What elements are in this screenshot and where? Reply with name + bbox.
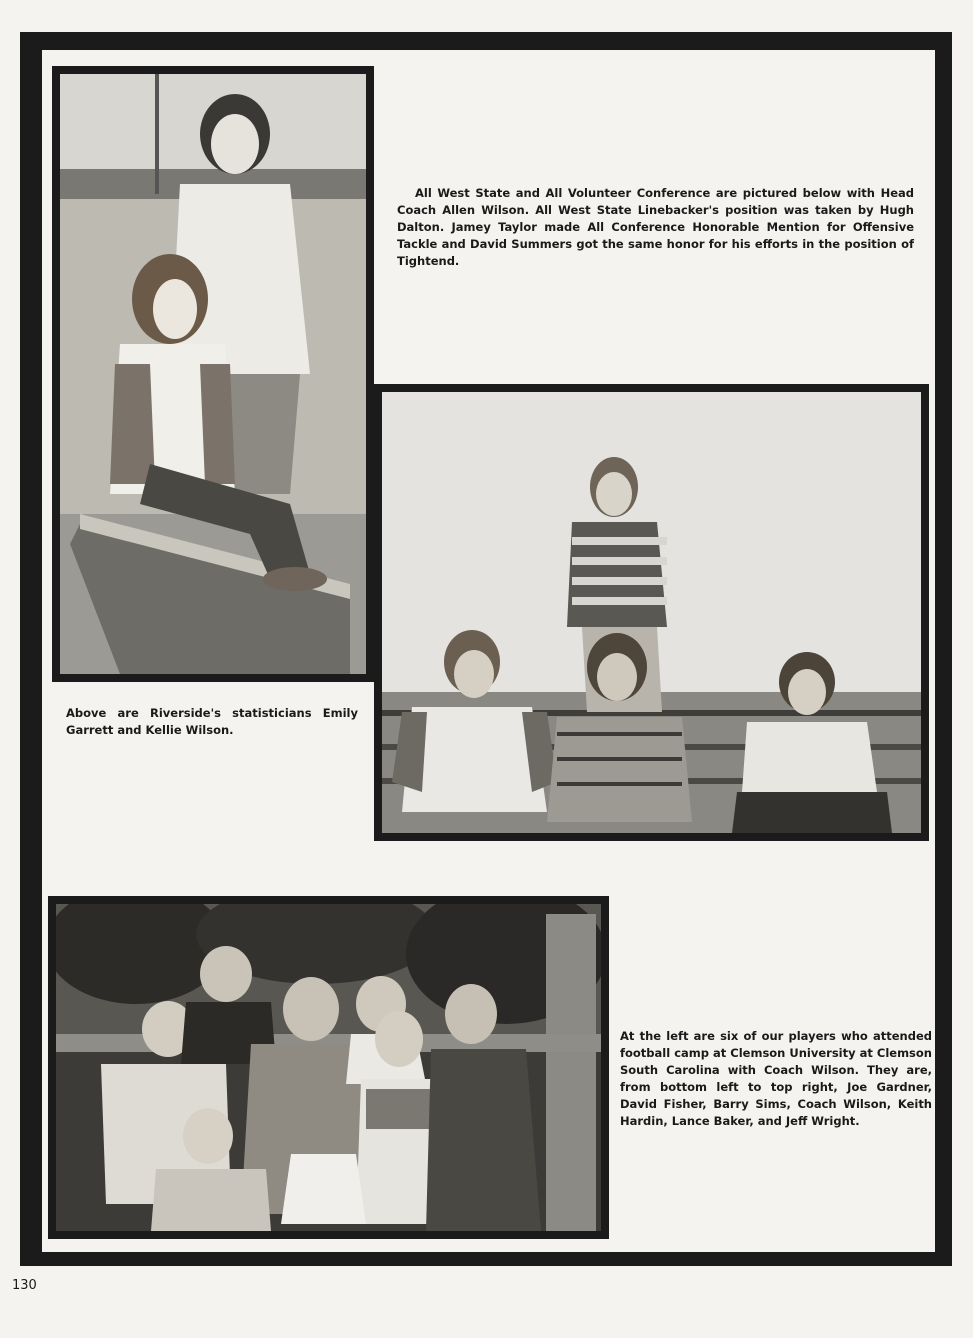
statisticians-photo	[52, 66, 374, 682]
caption-statisticians: Above are Riverside's statisticians Emily Garrett and Kellie Wilson.	[66, 706, 358, 737]
clemson-camp-image	[56, 904, 601, 1231]
clemson-camp-photo	[48, 896, 609, 1239]
caption-all-conference: All West State and All Volunteer Conference are pictured below with Head Coach Allen Wilson. All West State Linebacker's position was taken by Hugh Dalton. Jamey Taylor made All Conference Honorable Mention for Offensive Tackle and David Summers got the same honor for his efforts in the position of Tightend.	[397, 186, 914, 268]
page-number: 130	[12, 1278, 37, 1293]
all-conference-photo	[374, 384, 929, 841]
all-conference-image	[382, 392, 921, 833]
caption-football-camp: At the left are six of our players who attended football camp at Clemson University at Clemson South Carolina with Coach Wilson. They are, from bottom left to top right, Joe Gardner, David Fisher, Barry Sims, Coach Wilson, Keith Hardin, Lance Baker, and Jeff Wright.	[620, 1029, 932, 1128]
statisticians-image	[60, 74, 366, 674]
